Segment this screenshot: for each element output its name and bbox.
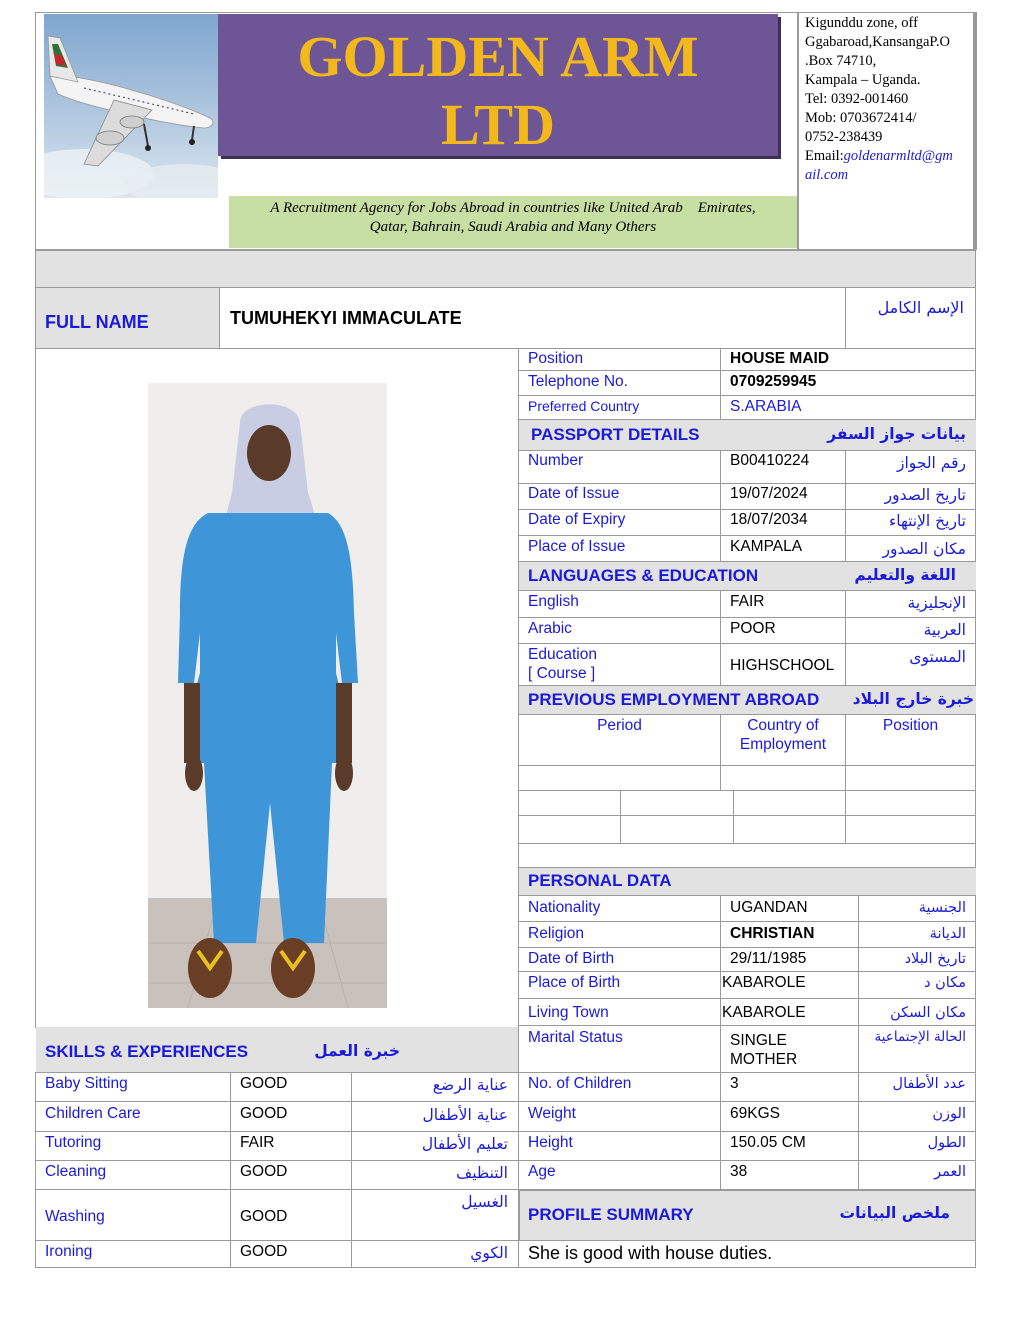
skill-tutoring-ar: تعليم الأطفال [421,1135,508,1153]
profile-summary-text: She is good with house duties. [528,1243,773,1263]
address-line: Kampala – Uganda. [805,72,921,88]
arabic-ar: العربية [923,621,966,639]
age-value: 38 [730,1163,748,1180]
position-column-header: Position [882,717,939,734]
issue-date-value: 19/07/2024 [730,485,808,502]
place-of-birth-ar: مكان د [924,975,966,991]
tagline-line1: A Recruitment Agency for Jobs Abroad in countries like United Arab Emirates, [270,200,756,216]
telephone-label: Telephone No. [528,373,628,390]
skills-title: SKILLS & EXPERIENCES [45,1042,249,1061]
skill-children-care-ar: عناية الأطفال [422,1106,508,1124]
issue-date-label: Date of Issue [528,485,620,502]
skill-ironing-ar: الكوي [470,1244,508,1262]
place-of-issue-label: Place of Issue [528,538,626,555]
marital-status-value-2: MOTHER [730,1051,798,1068]
place-of-issue-ar: مكان الصدور [882,540,966,558]
country-column-header-2: Employment [739,736,827,753]
profile-title-ar: ملخص البيانات [839,1204,950,1222]
skill-cleaning-label: Cleaning [45,1163,107,1180]
passport-title-ar: بيانات جواز السفر [827,425,966,443]
skill-cleaning-ar: التنظيف [456,1164,508,1182]
living-town-ar: مكان السكن [890,1005,966,1021]
nationality-ar: الجنسية [918,900,966,916]
children-value: 3 [730,1075,739,1092]
skill-tutoring-label: Tutoring [45,1134,102,1151]
personal-title: PERSONAL DATA [528,871,672,890]
spacer-row [518,843,976,868]
period-column-header: Period [597,717,642,734]
education-value: HIGHSCHOOL [730,657,835,674]
arabic-label: Arabic [528,620,572,637]
expiry-date-value: 18/07/2034 [730,511,808,528]
company-address [805,14,975,185]
english-ar: الإنجليزية [907,594,966,612]
employment-title: PREVIOUS EMPLOYMENT ABROAD [528,690,820,709]
company-name-line1: GOLDEN ARM [297,24,699,89]
skill-baby-sitting-ar: عناية الرضع [432,1076,508,1094]
living-town-label: Living Town [528,1004,609,1021]
arabic-value: POOR [730,620,776,637]
full-name-value: TUMUHEKYI IMMACULATE [230,308,462,328]
age-label: Age [528,1163,556,1180]
weight-label: Weight [528,1105,576,1122]
mobile-line: 0752-238439 [805,129,883,145]
passport-number-label: Number [528,452,584,469]
marital-status-value: SINGLE [730,1032,787,1049]
skill-children-care-value: GOOD [240,1105,288,1122]
english-value: FAIR [730,593,765,610]
email-link[interactable]: goldenarmltd@gm [843,148,953,164]
country-column-header: Country of [747,717,819,734]
preferred-country-value: S.ARABIA [730,398,802,415]
position-label: Position [528,350,584,367]
marital-status-ar: الحالة الإجتماعية [874,1029,966,1045]
skill-cleaning-value: GOOD [240,1163,288,1180]
weight-ar: الوزن [932,1106,966,1122]
living-town-value: KABAROLE [722,1004,806,1021]
marital-status-label: Marital Status [528,1029,623,1046]
address-line: Ggabaroad,KansangaP.O [805,34,950,50]
tagline-line2: Qatar, Bahrain, Saudi Arabia and Many Others [369,219,657,235]
place-of-issue-value: KAMPALA [730,538,803,555]
telephone-value: 0709259945 [730,373,817,390]
separator-bar [35,250,976,288]
skill-tutoring-value: FAIR [240,1134,275,1151]
skill-washing-value: GOOD [240,1208,288,1225]
date-of-birth-value: 29/11/1985 [730,950,807,967]
skill-baby-sitting-value: GOOD [240,1075,288,1092]
skill-ironing-label: Ironing [45,1243,93,1260]
education-ar: المستوى [909,648,966,666]
passport-title: PASSPORT DETAILS [531,425,700,444]
skills-title-ar: خبرة العمل [314,1042,400,1060]
skill-ironing-value: GOOD [240,1243,288,1260]
education-label-course: [ Course ] [528,665,596,682]
skill-baby-sitting-label: Baby Sitting [45,1075,128,1092]
height-value: 150.05 CM [730,1134,806,1151]
passport-number-value: B00410224 [730,452,810,469]
children-ar: عدد الأطفال [892,1076,966,1092]
address-line: .Box 74710, [805,53,877,69]
place-of-birth-value: KABAROLE [722,974,806,991]
skill-washing-ar: الغسيل [461,1193,508,1211]
phone-line: Tel: 0392-001460 [805,91,909,107]
place-of-birth-label: Place of Birth [528,974,621,991]
languages-title-ar: اللغة والتعليم [854,566,956,584]
languages-title: LANGUAGES & EDUCATION [528,566,759,585]
full-name-arabic: الإسم الكامل [877,298,964,317]
mobile-line: Mob: 0703672414/ [805,110,917,126]
skill-children-care-label: Children Care [45,1105,141,1122]
english-label: English [528,593,579,610]
nationality-label: Nationality [528,899,601,916]
date-of-birth-label: Date of Birth [528,950,615,967]
position-value: HOUSE MAID [730,350,830,367]
address-line: Kigunddu zone, off [805,15,918,31]
employment-title-ar: خبرة خارج البلاد [852,690,974,708]
full-name-label: FULL NAME [45,312,149,332]
applicant-photo [148,383,387,1008]
children-label: No. of Children [528,1075,632,1092]
profile-title: PROFILE SUMMARY [528,1205,694,1224]
issue-date-ar: تاريخ الصدور [884,486,966,504]
preferred-country-label: Preferred Country [528,398,640,414]
skill-washing-label: Washing [45,1208,105,1225]
weight-value: 69KGS [730,1105,780,1122]
religion-value: CHRISTIAN [730,925,815,942]
education-label: Education [528,646,597,663]
date-of-birth-ar: تاريخ البلاد [904,951,966,967]
age-ar: العمر [934,1164,966,1180]
nationality-value: UGANDAN [730,899,808,916]
email-link-cont[interactable]: ail.com [805,167,849,183]
expiry-date-label: Date of Expiry [528,511,626,528]
airplane-logo [44,14,218,198]
passport-number-ar: رقم الجواز [897,454,966,472]
height-ar: الطول [927,1135,966,1151]
religion-ar: الديانة [929,926,966,942]
expiry-date-ar: تاريخ الإنتهاء [888,512,966,530]
email-label: Email: [805,148,844,164]
religion-label: Religion [528,925,585,942]
height-label: Height [528,1134,573,1151]
company-name-line2: LTD [441,92,555,157]
